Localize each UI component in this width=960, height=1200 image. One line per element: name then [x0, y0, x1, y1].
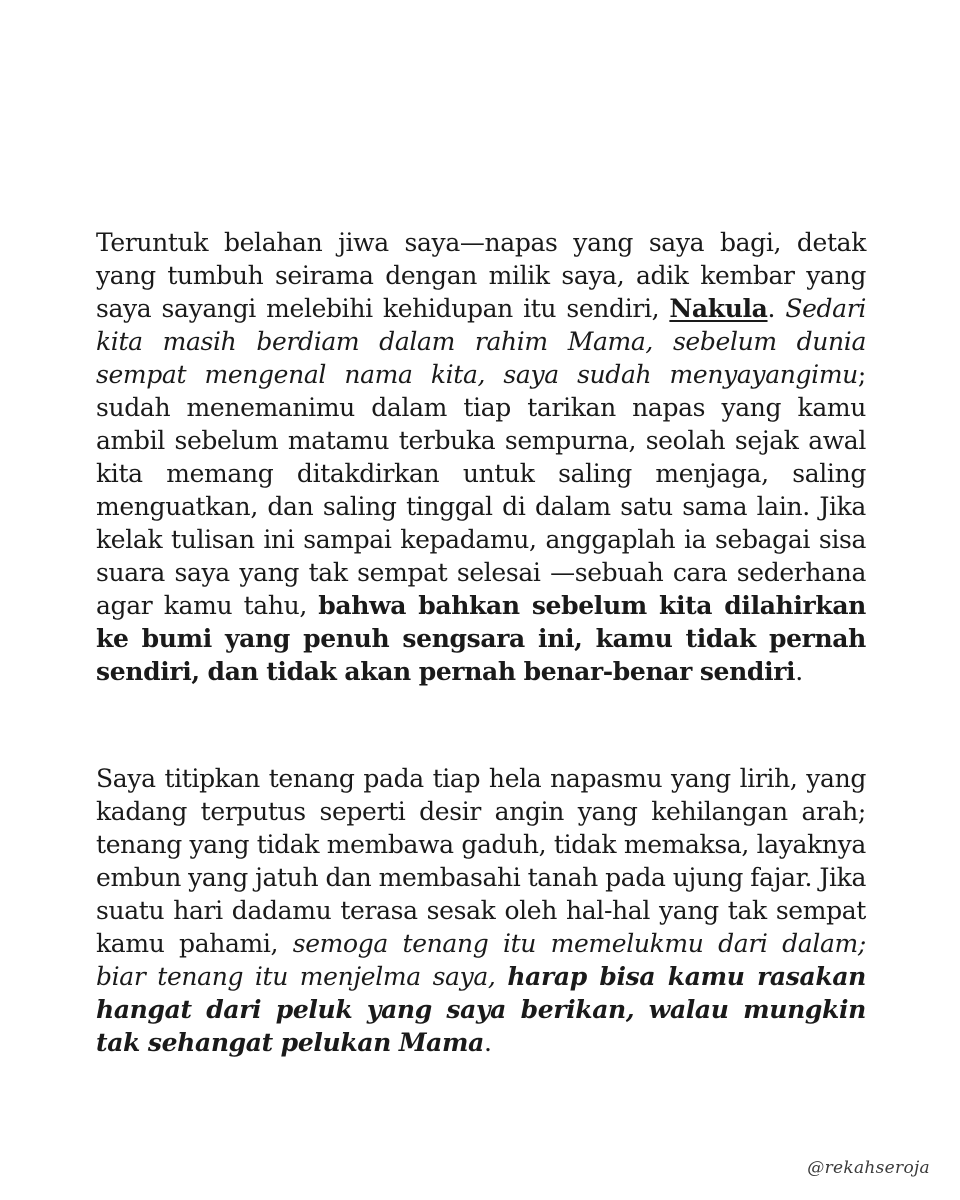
- paragraph-1-bold-passage: bahwa bahkan sebelum kita dilahirkan ke bumi yang penuh sengsara ini, kamu tidak pernah sendiri, dan tidak akan pernah benar-benar sendiri: [96, 591, 867, 686]
- paragraph-2: [96, 762, 866, 1059]
- paragraph-2-opening: Saya titipkan tenang pada tiap hela napasmu yang lirih, yang kadang terputus seperti desir angin yang kehilangan arah; tenang yang tidak membawa gaduh, tidak memaksa, layaknya embun yang jatuh dan membasahi tanah pada ujung fajar. Jika suatu hari dadamu terasa sesak oleh hal-hal yang tak sempat kamu pahami,: [96, 764, 866, 958]
- paragraph-1: [96, 226, 866, 688]
- paragraph-1-closing: .: [795, 657, 803, 686]
- author-handle: @rekahseroja: [807, 1158, 930, 1178]
- paragraph-2-bold-italic-passage: harap bisa kamu rasakan hangat dari peluk yang saya berikan, walau mungkin tak sehangat pelukan Mama: [96, 962, 866, 1057]
- paragraph-1-italic-passage: Sedari kita masih berdiam dalam rahim Mama, sebelum dunia sempat mengenal nama kita, saya sudah menyayangimu: [96, 294, 866, 389]
- paragraph-1-period: .: [767, 294, 786, 323]
- paragraph-1-middle: ; sudah menemanimu dalam tiap tarikan napas yang kamu ambil sebelum matamu terbuka sempurna, seolah sejak awal kita memang ditakdirkan untuk saling menjaga, saling menguatkan, dan saling tinggal di dalam satu sama lain. Jika kelak tulisan ini sampai kepadamu, anggaplah ia sebagai sisa suara saya yang tak sempat selesai —sebuah cara sederhana agar kamu tahu,: [96, 360, 866, 620]
- letter-body: [96, 226, 866, 1059]
- paragraph-2-italic-passage: semoga tenang itu memelukmu dari dalam; biar tenang itu menjelma saya,: [96, 929, 866, 991]
- twin-name: Nakula: [669, 294, 768, 323]
- paragraph-1-opening: Teruntuk belahan jiwa saya—napas yang saya bagi, detak yang tumbuh seirama dengan milik saya, adik kembar yang saya sayangi melebihi kehidupan itu sendiri,: [96, 228, 866, 323]
- paragraph-2-closing: .: [483, 1028, 492, 1057]
